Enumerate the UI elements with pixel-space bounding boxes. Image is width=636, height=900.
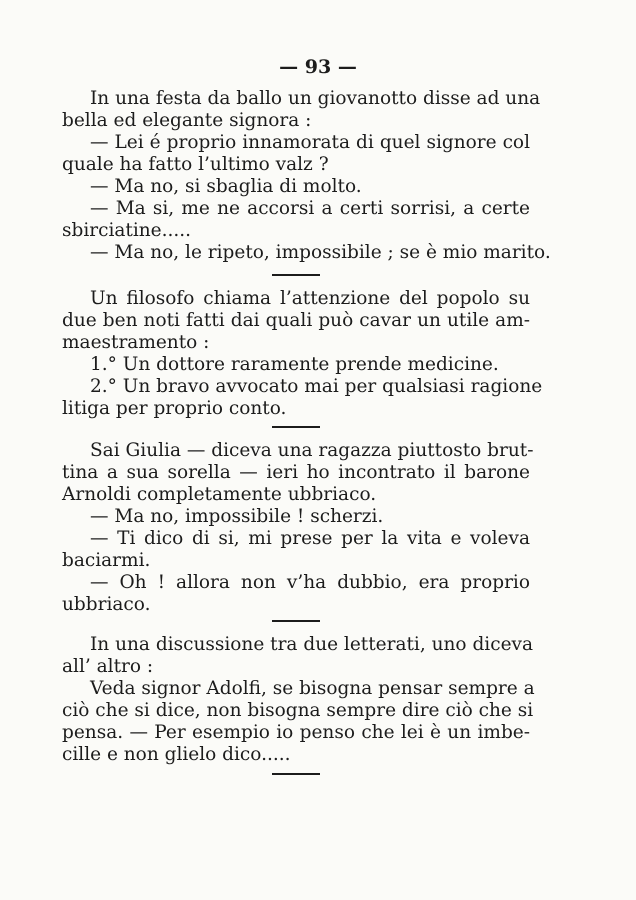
text-line: In una discussione tra due letterati, uno diceva [90,634,533,655]
text-line: sbirciatine..... [62,220,192,241]
text-line: Sai Giulia — diceva una ragazza piuttosto brut- [90,440,534,461]
section-separator [272,620,320,622]
text-line: Arnoldi completamente ubbriaco. [62,484,377,505]
text-line: Veda signor Adolfi, se bisogna pensar sempre a [90,678,535,699]
text-line: maestramento : [62,332,210,353]
text-line: — Ti dico di si, mi prese per la vita e voleva [90,528,530,549]
text-line: Un filosofo chiama l’attenzione del popolo su [90,288,530,309]
text-line: 2.° Un bravo avvocato mai per qualsiasi ragione [90,376,543,397]
text-line: — Ma no, impossibile ! scherzi. [90,506,384,527]
text-line: bella ed elegante signora : [62,110,312,131]
section-separator [272,426,320,428]
text-line: tina a sua sorella — ieri ho incontrato il barone [62,462,530,483]
text-line: cille e non glielo dico..... [62,744,291,765]
text-line: baciarmi. [62,550,151,571]
text-line: In una festa da ballo un giovanotto disse ad una [90,88,541,109]
text-line: — Ma si, me ne accorsi a certi sorrisi, a certe [90,198,530,219]
text-line: pensa. — Per esempio io penso che lei è un imbe- [62,722,530,743]
text-line: litiga per proprio conto. [62,398,287,419]
text-line: — Oh ! allora non v’ha dubbio, era proprio [90,572,530,593]
page-number: — 93 — [279,56,357,78]
section-separator [272,274,320,276]
text-line: all’ altro : [62,656,154,677]
text-line: quale ha fatto l’ultimo valz ? [62,154,329,175]
text-line: — Ma no, si sbaglia di molto. [90,176,362,197]
text-line: — Ma no, le ripeto, impossibile ; se è mio marito. [90,242,551,263]
section-separator [272,773,320,775]
text-line: 1.° Un dottore raramente prende medicine. [90,354,499,375]
text-line: ciò che si dice, non bisogna sempre dire ciò che si [62,700,534,721]
text-line: — Lei é proprio innamorata di quel signore col [90,132,530,153]
text-line: due ben noti fatti dai quali può cavar un utile am- [62,310,530,331]
text-line: ubbriaco. [62,594,151,615]
